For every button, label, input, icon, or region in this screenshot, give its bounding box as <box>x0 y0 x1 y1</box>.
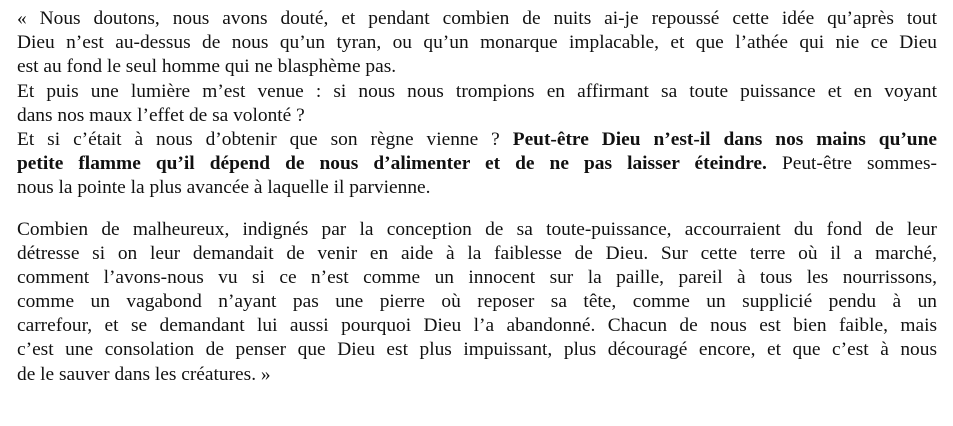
paragraph-1 <box>17 7 937 201</box>
text-line: est au fond le seul homme qui ne blasphème pas. <box>17 56 397 78</box>
paragraph-2 <box>17 218 937 387</box>
text-line: carrefour, et se demandant lui aussi pourquoi Dieu l’a abandonné. Chacun de nous est bien faible, mais <box>17 315 937 337</box>
text-line: dans nos maux l’effet de sa volonté ? <box>17 104 305 126</box>
text-line: détresse si on leur demandait de venir en aide à la faiblesse de Dieu. Sur cette terre où il a marché, <box>17 242 937 264</box>
text-line: Et puis une lumière m’est venue : si nous nous trompions en affirmant sa toute puissance et en voyant <box>17 80 937 102</box>
text-line: « Nous doutons, nous avons douté, et pendant combien de nuits ai-je repoussé cette idée qu’après tout <box>17 8 937 29</box>
text-line: c’est une consolation de penser que Dieu est plus impuissant, plus découragé encore, et que c’est à nous <box>17 339 937 361</box>
text-line: de le sauver dans les créatures. » <box>17 363 271 385</box>
text-line: comme un vagabond n’ayant pas une pierre où reposer sa tête, comme un supplicié pendu à un <box>17 291 937 313</box>
text-run: Peut-être sommes- <box>781 153 937 175</box>
text-run: Et si c’était à nous d’obtenir que son règne vienne ? <box>17 128 500 150</box>
text-line-mixed <box>17 128 937 152</box>
text-line: Dieu n’est au-dessus de nous qu’un tyran, ou qu’un monarque implacable, et que l’athée qui nie ce Dieu <box>17 32 937 54</box>
paragraph-spacer <box>17 201 937 218</box>
document-body <box>17 7 937 387</box>
text-line-mixed <box>17 152 937 176</box>
emphasis-text: Peut-être Dieu n’est-il dans nos mains qu’une <box>512 128 937 150</box>
emphasis-text: petite flamme qu’il dépend de nous d’alimenter et de ne pas laisser éteindre. <box>17 153 767 175</box>
text-line: Combien de malheureux, indignés par la conception de sa toute-puissance, accourraient du fond de leur <box>17 218 937 240</box>
text-line: comment l’avons-nous vu si ce n’est comme un innocent sur la paille, pareil à tous les nourrissons, <box>17 266 937 288</box>
text-line: nous la pointe la plus avancée à laquelle il parvienne. <box>17 177 431 199</box>
